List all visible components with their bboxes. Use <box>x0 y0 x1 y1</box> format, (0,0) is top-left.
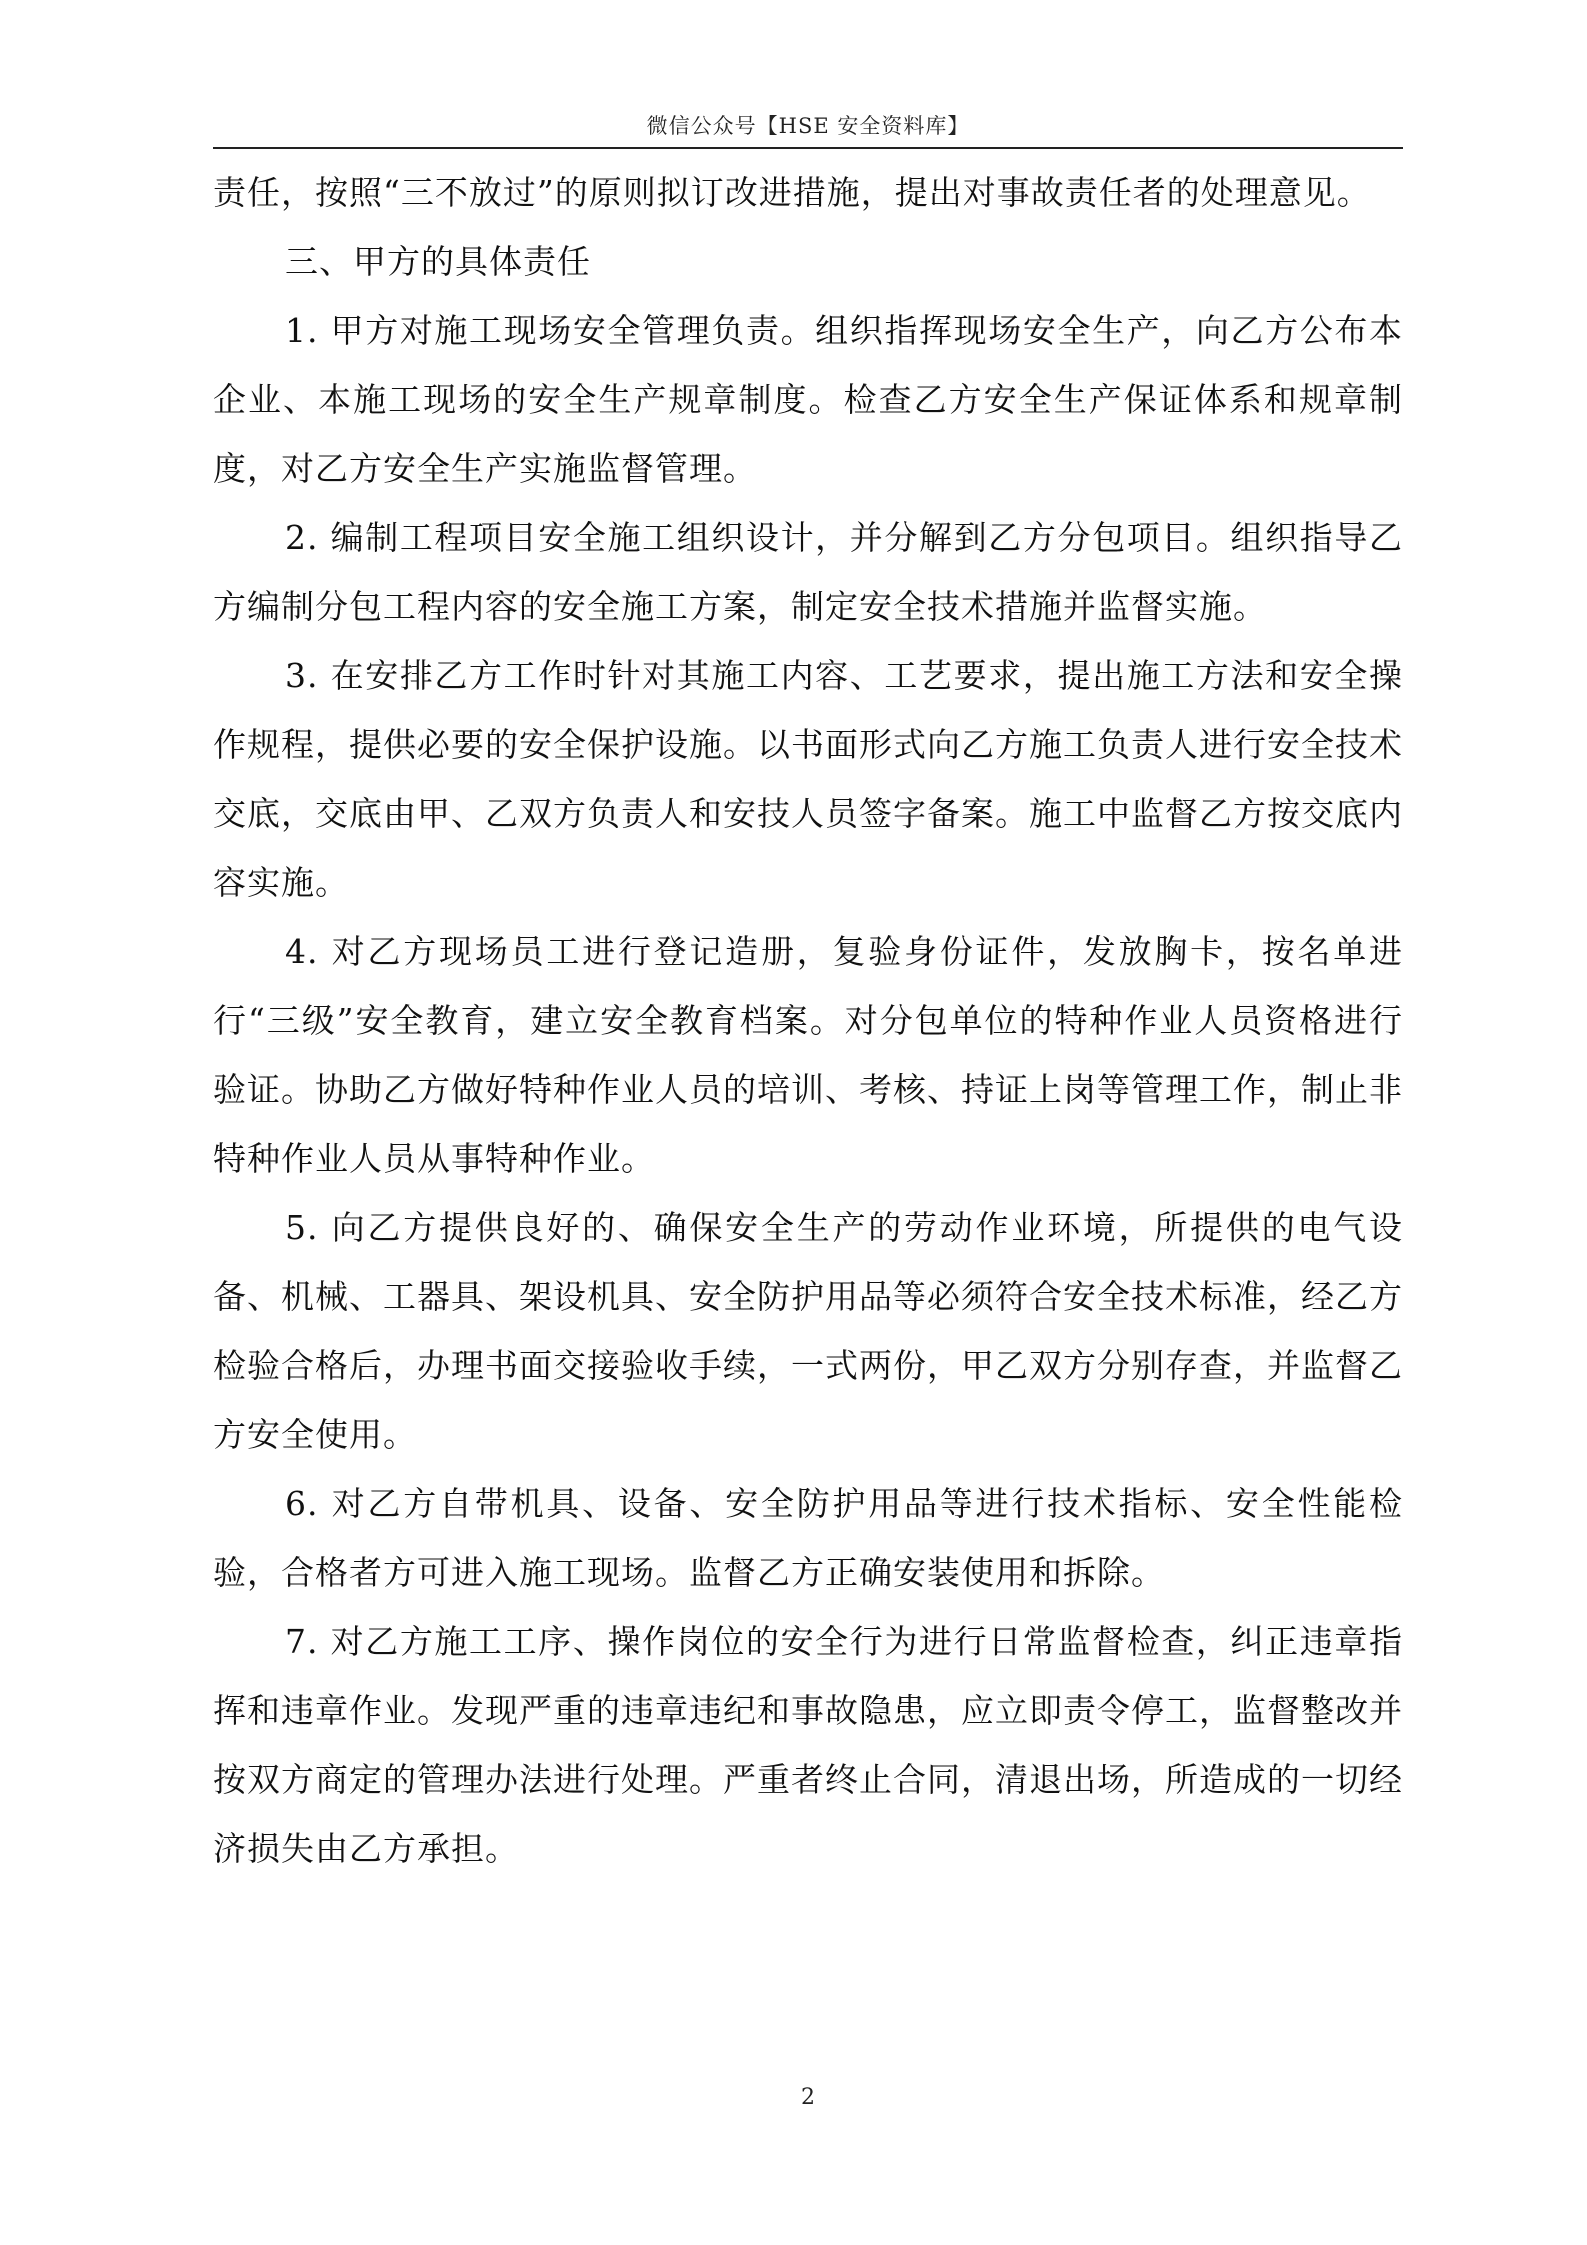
paragraph-item-2: 2. 编制工程项目安全施工组织设计，并分解到乙方分包项目。组织指导乙方编制分包工程内容的安全施工方案，制定安全技术措施并监督实施。 <box>213 518 1403 626</box>
paragraph-item-7: 7. 对乙方施工工序、操作岗位的安全行为进行日常监督检查，纠正违章指挥和违章作业。发现严重的违章违纪和事故隐患，应立即责令停工，监督整改并按双方商定的管理办法进行处理。严重者终止合同，清退出场，所造成的一切经济损失由乙方承担。 <box>213 1622 1403 1868</box>
page-header: 微信公众号【HSE 安全资料库】 <box>646 114 970 138</box>
header-divider <box>213 147 1403 149</box>
paragraph-continuation: 责任，按照“三不放过”的原则拟订改进措施，提出对事故责任者的处理意见。 <box>213 173 1371 212</box>
section-heading: 三、甲方的具体责任 <box>285 242 591 281</box>
paragraph-item-5: 5. 向乙方提供良好的、确保安全生产的劳动作业环境，所提供的电气设备、机械、工器具、架设机具、安全防护用品等必须符合安全技术标准，经乙方检验合格后，办理书面交接验收手续，一式两份，甲乙双方分别存查，并监督乙方安全使用。 <box>213 1208 1403 1454</box>
paragraph-item-6: 6. 对乙方自带机具、设备、安全防护用品等进行技术指标、安全性能检验，合格者方可进入施工现场。监督乙方正确安装使用和拆除。 <box>213 1484 1403 1592</box>
paragraph-item-3: 3. 在安排乙方工作时针对其施工内容、工艺要求，提出施工方法和安全操作规程，提供必要的安全保护设施。以书面形式向乙方施工负责人进行安全技术交底，交底由甲、乙双方负责人和安技人员签字备案。施工中监督乙方按交底内容实施。 <box>213 656 1403 902</box>
paragraph-item-4: 4. 对乙方现场员工进行登记造册，复验身份证件，发放胸卡，按名单进行“三级”安全教育，建立安全教育档案。对分包单位的特种作业人员资格进行验证。协助乙方做好特种作业人员的培训、考核、持证上岗等管理工作，制止非特种作业人员从事特种作业。 <box>213 932 1403 1178</box>
document-body <box>213 158 1403 1883</box>
paragraph-item-1: 1. 甲方对施工现场安全管理负责。组织指挥现场安全生产，向乙方公布本企业、本施工现场的安全生产规章制度。检查乙方安全生产保证体系和规章制度，对乙方安全生产实施监督管理。 <box>213 311 1403 488</box>
page-number: 2 <box>801 2085 815 2110</box>
